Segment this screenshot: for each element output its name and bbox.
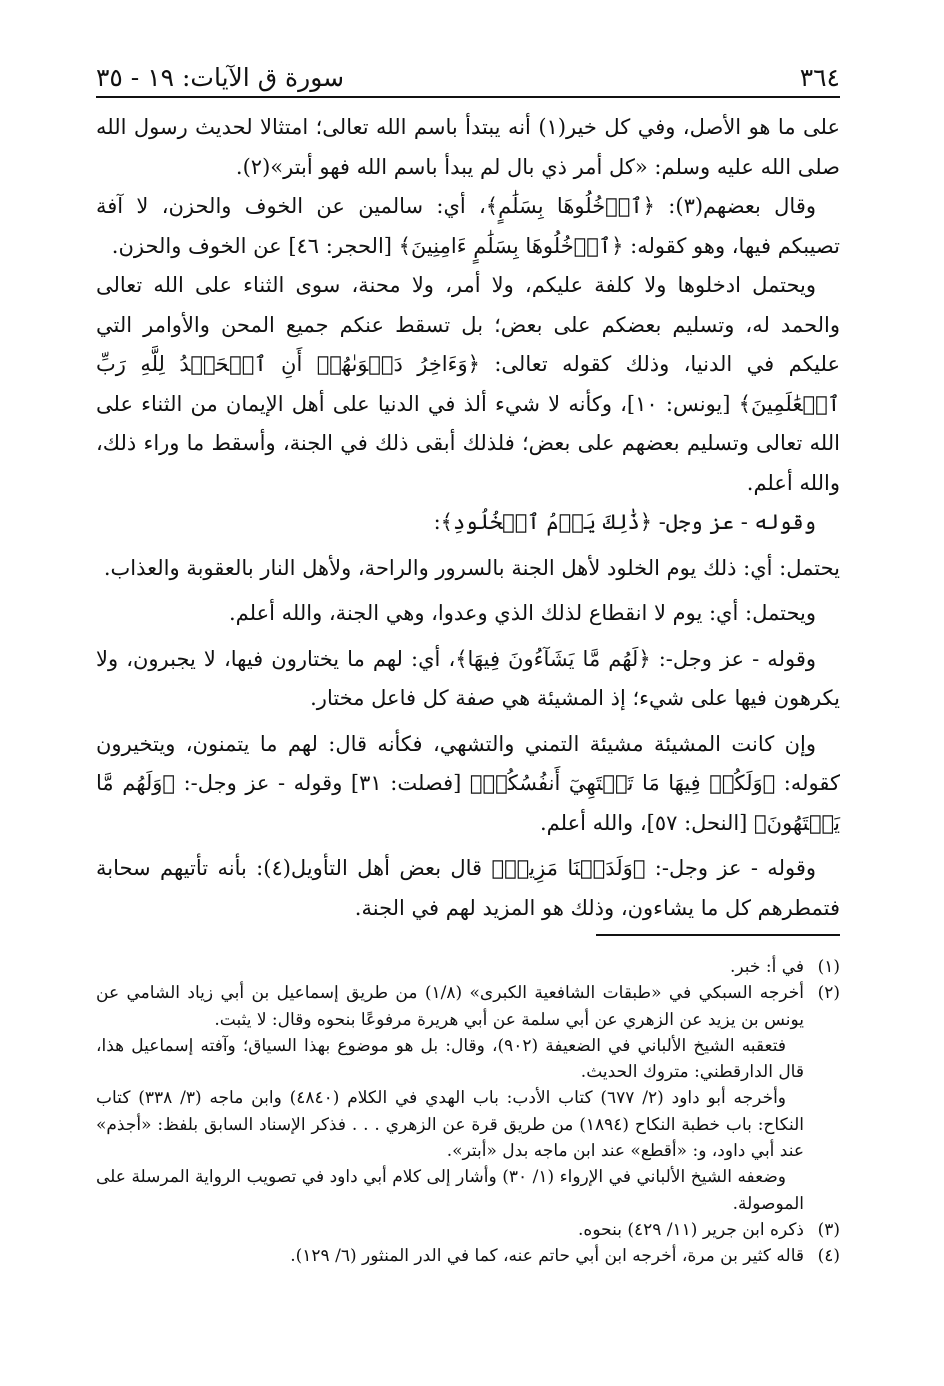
paragraph: وإن كانت المشيئة مشيئة التمني والتشهي، فكأنه قال: لهم ما يتمنون، ويتخيرون كقوله: ﴿وَلَكُمۡ فِيهَا مَا تَشۡتَهِيٓ أَنفُسُكُمۡ﴾ [فصلت: ٣١] وقوله - عز وجل-: ﴿وَلَهُم مَّا يَشۡتَهُونَ﴾ [النحل: ٥٧]، والله أعلم. [96, 731, 840, 835]
header-rule [96, 96, 840, 98]
footnote-2-continuation: وأخرجه أبو داود (٢/ ٦٧٧) كتاب الأدب: باب الهدي في الكلام (٤٨٤٠) وابن ماجه (٣/ ٣٣٨) كتاب النكاح: باب خطبة النكاح (١٨٩٤) من طريق قرة عن الزهري . . . فذكر الإسناد السابق بلفظ: «أجذم» عند أبي داود، و: «أقطع» عند ابن ماجه بدل «أبتر». [96, 1088, 804, 1162]
footnote-2 [96, 980, 840, 1033]
paragraph: وقوله - عز وجل-: ﴿لَهُم مَّا يَشَآءُونَ فِيهَا﴾، أي: لهم ما يختارون فيها، لا يجبرون، ولا يكرهون فيها على شيء؛ إذ المشيئة هي صفة كل فاعل مختار. [96, 646, 840, 710]
footnotes [96, 954, 840, 1270]
footnote-number: (٢) [817, 983, 840, 1004]
footnote-text: قاله كثير بن مرة، أخرجه ابن أبي حاتم عنه، كما في الدر المنثور (٦/ ١٢٩). [290, 1246, 804, 1267]
footnote-number: (١) [817, 957, 840, 977]
footnote-number: (٤) [817, 1246, 840, 1267]
footnote-text: ذكره ابن جرير (١١/ ٤٢٩) بنحوه. [578, 1219, 804, 1240]
paragraph: وقال بعضهم(٣): ﴿ٱدۡخُلُوهَا بِسَلَٰمٍ﴾، أي: سالمين عن الخوف والحزن، لا آفة تصيبكم فيها، وهو كقوله: ﴿ٱدۡخُلُوهَا بِسَلَٰمٍ ءَامِنِينَ﴾ [الحجر: ٤٦] عن الخوف والحزن. [96, 194, 840, 258]
paragraph: ويحتمل: أي: يوم لا انقطاع لذلك الذي وعدوا، وهي الجنة، والله أعلم. [229, 601, 816, 625]
paragraph: وقوله - عز وجل- ﴿ذَٰلِكَ يَوۡمُ ٱلۡخُلُودِ﴾: [433, 510, 816, 534]
footnote-1 [96, 954, 840, 980]
main-text [96, 108, 840, 928]
footnote-rule [596, 934, 840, 936]
paragraph: وقوله - عز وجل-: ﴿وَلَدَيۡنَا مَزِيدٞ﴾ قال بعض أهل التأويل(٤): بأنه تأتيهم سحابة فتمطرهم كل ما يشاءون، وذلك هو المزيد لهم في الجنة. [96, 856, 840, 920]
footnote-4 [96, 1243, 840, 1269]
running-header [96, 52, 840, 96]
footnote-3 [96, 1217, 840, 1243]
paragraph: يحتمل: أي: ذلك يوم الخلود لأهل الجنة بالسرور والراحة، ولأهل النار بالعقوبة والعذاب. [103, 555, 840, 580]
surah-title: سورة ق الآيات: ١٩ - ٣٥ [96, 63, 345, 92]
footnote-2-continuation: فتعقبه الشيخ الألباني في الضعيفة (٩٠٢)، وقال: بل هو موضوع بهذا السياق؛ وآفته إسماعيل هذا، قال الدارقطني: متروك الحديث. [96, 1035, 804, 1083]
footnote-number: (٣) [817, 1219, 840, 1240]
page-number: ٣٦٤ [799, 63, 840, 92]
paragraph: على ما هو الأصل، وفي كل خير(١) أنه يبتدأ باسم الله تعالى؛ امتثالا لحديث رسول الله صلى الله عليه وسلم: «كل أمر ذي بال لم يبدأ باسم الله فهو أبتر»(٢). [96, 115, 841, 179]
footnote-text: أخرجه السبكي في «طبقات الشافعية الكبرى» (١/٨) من طريق إسماعيل بن أبي زياد الشامي عن يونس بن يزيد عن الزهري عن أبي سلمة عن أبي هريرة مرفوعًا بنحوه وقال: لا يثبت. [96, 983, 804, 1030]
paragraph: ويحتمل ادخلوها ولا كلفة عليكم، ولا أمر، ولا محنة، سوى الثناء على الله تعالى والحمد له، وتسليم بعضكم على بعض؛ بل تسقط عنكم جميع المحن والأوامر التي عليكم في الدنيا، وذلك كقوله تعالى: ﴿وَءَاخِرُ دَعۡوَىٰهُمۡ أَنِ ٱلۡحَمۡدُ لِلَّهِ رَبِّ ٱلۡعَٰلَمِينَ﴾ [يونس: ١٠]، وكأنه لا شيء ألذ في الدنيا على أهل الإيمان من الثناء على الله تعالى وتسليم بعضهم على بعض؛ فلذلك أبقى ذلك في الجنة، وأسقط ما وراء ذلك، والله أعلم. [96, 273, 840, 495]
footnote-2-continuation: وضعفه الشيخ الألباني في الإرواء (١/ ٣٠) وأشار إلى كلام أبي داود في تصويب الرواية المرسلة على الموصولة. [96, 1167, 804, 1214]
footnote-text: في أ: خبر. [730, 957, 804, 977]
